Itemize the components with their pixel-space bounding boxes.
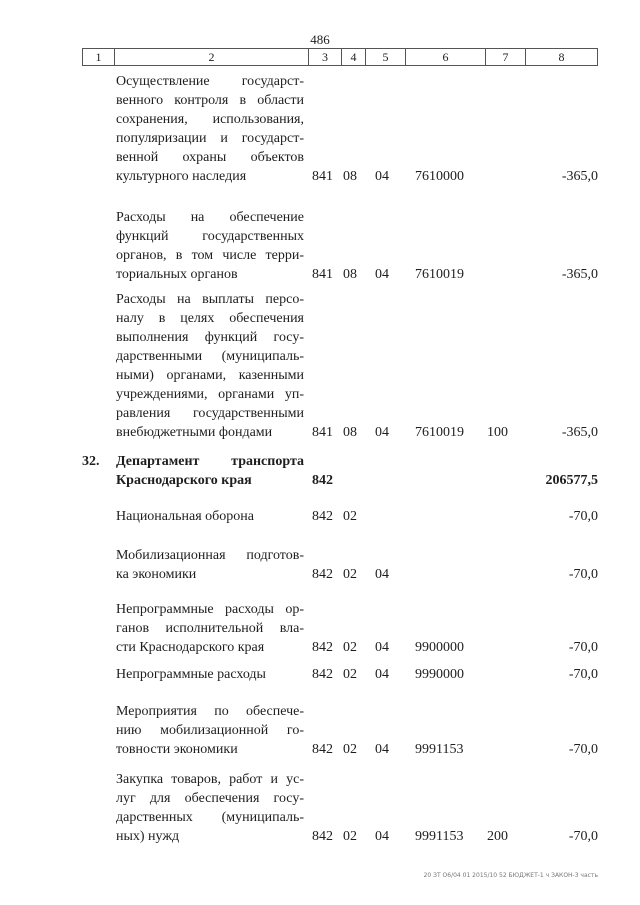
- description-line: сохранения, использования,: [116, 112, 304, 127]
- description-line: Департамент транспорта: [116, 454, 304, 469]
- description-line: Краснодарского края: [116, 473, 252, 488]
- code-subsection: 04: [375, 829, 389, 844]
- table-row: [0, 72, 640, 186]
- footer-note: 20 ЗТ О6/04 01 2015/10 52 БЮДЖЕТ-1 ч ЗАКОН-3 часть: [423, 872, 598, 879]
- header-col-1: 1: [83, 49, 115, 65]
- description-line: учреждениями, органами уп-: [116, 387, 304, 402]
- row-description: [116, 665, 304, 684]
- description-line: ными) органами, казенными: [116, 368, 304, 383]
- description-line: дарственных (муниципаль-: [116, 810, 304, 825]
- row-description: [116, 546, 304, 584]
- code-target: 9990000: [415, 667, 464, 682]
- row-description: [116, 770, 304, 846]
- code-ministry: 842: [312, 667, 333, 682]
- table-row: [0, 507, 640, 526]
- code-subsection: 04: [375, 425, 389, 440]
- row-description: [116, 600, 304, 657]
- description-line: Мобилизационная подготов-: [116, 548, 304, 563]
- amount: -70,0: [568, 829, 598, 844]
- row-description: [116, 702, 304, 759]
- row-description: [116, 290, 304, 442]
- code-section: 02: [343, 742, 357, 757]
- amount: -70,0: [568, 667, 598, 682]
- amount: -365,0: [561, 267, 598, 282]
- code-ministry: 841: [312, 267, 333, 282]
- code-section: 02: [343, 667, 357, 682]
- description-line: Осуществление государст-: [116, 74, 304, 89]
- header-col-3: 3: [309, 49, 342, 65]
- code-section: 02: [343, 567, 357, 582]
- description-line: луг для обеспечения госу-: [116, 791, 304, 806]
- header-col-8: 8: [558, 50, 565, 64]
- code-ministry: 842: [312, 473, 333, 488]
- row-description: [116, 507, 304, 526]
- row-description: [116, 208, 304, 284]
- header-col-6: 6: [406, 49, 486, 65]
- code-ministry: 842: [312, 567, 333, 582]
- code-subsection: 04: [375, 742, 389, 757]
- header-col-4: 4: [342, 49, 366, 65]
- code-target: 7610000: [415, 169, 464, 184]
- description-line: Расходы на обеспечение: [116, 210, 304, 225]
- code-target: 9991153: [415, 742, 464, 757]
- description-line: ганов исполнительной вла-: [116, 621, 304, 636]
- description-line: Непрограммные расходы ор-: [116, 602, 304, 617]
- table-header: [82, 48, 598, 66]
- description-line: органов, в том числе терри-: [116, 248, 304, 263]
- description-line: Национальная оборона: [116, 509, 254, 524]
- header-col-2: 2: [115, 49, 309, 65]
- code-ministry: 842: [312, 742, 333, 757]
- header-col-7: 7: [486, 49, 526, 65]
- code-expense-type: 100: [487, 425, 508, 440]
- description-line: нию мобилизационной го-: [116, 723, 304, 738]
- description-line: венной охраны объектов: [116, 150, 304, 165]
- table-row: [0, 665, 640, 684]
- description-line: равления государственными: [116, 406, 304, 421]
- code-subsection: 04: [375, 640, 389, 655]
- description-line: внебюджетными фондами: [116, 425, 273, 440]
- code-subsection: 04: [375, 267, 389, 282]
- table-row: [0, 770, 640, 846]
- description-line: ных) нужд: [116, 829, 180, 844]
- amount: -365,0: [561, 169, 598, 184]
- table-row: [0, 546, 640, 584]
- code-section: 08: [343, 267, 357, 282]
- code-ministry: 841: [312, 425, 333, 440]
- description-line: товности экономики: [116, 742, 238, 757]
- code-section: 02: [343, 640, 357, 655]
- code-subsection: 04: [375, 667, 389, 682]
- header-col-5: 5: [366, 49, 406, 65]
- table-row: [0, 290, 640, 442]
- amount: -365,0: [561, 425, 598, 440]
- code-target: 9900000: [415, 640, 464, 655]
- amount: 206577,5: [545, 473, 598, 488]
- table-row: [0, 702, 640, 759]
- table-row: [0, 452, 640, 490]
- description-line: культурного наследия: [116, 169, 247, 184]
- description-line: дарственными (муниципаль-: [116, 349, 304, 364]
- description-line: ка экономики: [116, 567, 197, 582]
- row-description: [116, 452, 304, 490]
- description-line: Закупка товаров, работ и ус-: [116, 772, 304, 787]
- row-number: 32.: [82, 454, 100, 469]
- code-target: 7610019: [415, 267, 464, 282]
- description-line: налу в целях обеспечения: [116, 311, 304, 326]
- description-line: популяризации и государст-: [116, 131, 304, 146]
- code-section: 02: [343, 509, 357, 524]
- description-line: функций государственных: [116, 229, 304, 244]
- code-section: 08: [343, 169, 357, 184]
- description-line: Мероприятия по обеспече-: [116, 704, 304, 719]
- page-number: 486: [310, 32, 330, 47]
- code-subsection: 04: [375, 567, 389, 582]
- code-section: 02: [343, 829, 357, 844]
- table-row: [0, 600, 640, 657]
- code-ministry: 842: [312, 640, 333, 655]
- description-line: венного контроля в области: [116, 93, 304, 108]
- code-section: 08: [343, 425, 357, 440]
- amount: -70,0: [568, 640, 598, 655]
- code-expense-type: 200: [487, 829, 508, 844]
- code-ministry: 842: [312, 509, 333, 524]
- code-target: 9991153: [415, 829, 464, 844]
- code-subsection: 04: [375, 169, 389, 184]
- amount: -70,0: [568, 567, 598, 582]
- row-description: [116, 72, 304, 186]
- code-ministry: 842: [312, 829, 333, 844]
- description-line: сти Краснодарского края: [116, 640, 265, 655]
- code-target: 7610019: [415, 425, 464, 440]
- amount: -70,0: [568, 742, 598, 757]
- description-line: Расходы на выплаты персо-: [116, 292, 304, 307]
- description-line: выполнения функций госу-: [116, 330, 304, 345]
- code-ministry: 841: [312, 169, 333, 184]
- amount: -70,0: [568, 509, 598, 524]
- table-row: [0, 208, 640, 284]
- description-line: Непрограммные расходы: [116, 667, 266, 682]
- description-line: ториальных органов: [116, 267, 238, 282]
